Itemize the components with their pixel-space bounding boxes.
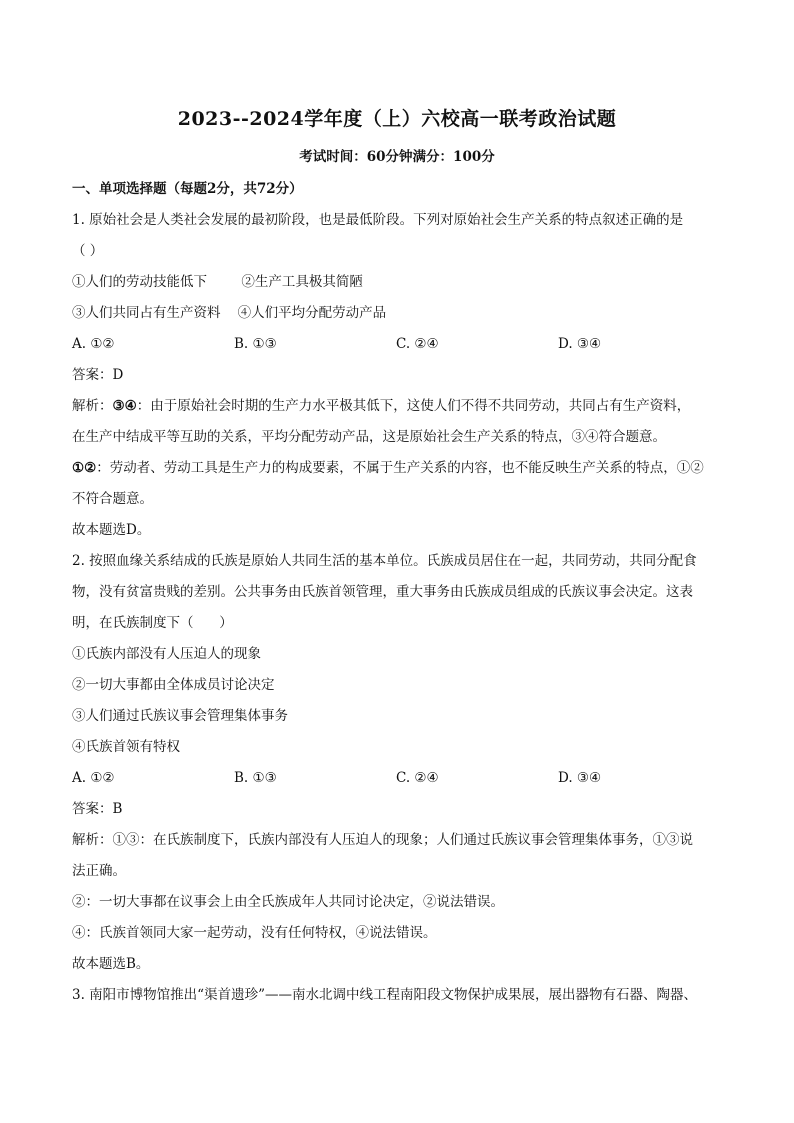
q1-option-c: C. ②④	[396, 336, 439, 352]
q1-items-row2: ③人们共同占有生产资料 ④人们平均分配劳动产品	[72, 305, 387, 321]
q1-answer: 答案：D	[72, 367, 124, 383]
q1-analysis-bold1: ③④	[112, 398, 137, 414]
q2-options	[72, 763, 732, 794]
q2-item1: ①氏族内部没有人压迫人的现象	[72, 646, 261, 662]
q1-option-b: B. ①③	[234, 336, 277, 352]
q2-option-c: C. ②④	[396, 770, 439, 786]
q2-analysis-line3: ②：一切大事都在议事会上由全氏族成年人共同讨论决定，②说法错误。	[72, 894, 504, 910]
q2-option-d: D. ③④	[558, 770, 602, 786]
q2-item4: ④氏族首领有特权	[72, 739, 180, 755]
q1-analysis-lead: 解析：	[72, 398, 113, 414]
exam-title: 2023--2024学年度（上）六校高一联考政治试题	[177, 108, 617, 130]
q2-stem-line1: 2. 按照血缘关系结成的氏族是原始人共同生活的基本单位。氏族成员居住在一起，共同劳动，共同分配食	[72, 553, 697, 569]
q1-option-a: A. ①②	[72, 336, 115, 352]
q2-analysis-line2: 法正确。	[72, 863, 126, 879]
q1-items-row1: ①人们的劳动技能低下 ②生产工具极其简陋	[72, 274, 363, 290]
q2-analysis-line1: 解析：①③：在氏族制度下，氏族内部没有人压迫人的现象；人们通过氏族议事会管理集体事务，①③说	[72, 832, 693, 848]
q1-analysis-line2: 在生产中结成平等互助的关系，平均分配劳动产品，这是原始社会生产关系的特点，③④符合题意。	[72, 429, 666, 445]
q2-stem-line3: 明，在氏族制度下（ ）	[72, 615, 233, 631]
q2-answer: 答案：B	[72, 801, 123, 817]
q1-analysis-line4: 不符合题意。	[72, 491, 153, 507]
q2-option-a: A. ①②	[72, 770, 115, 786]
q2-item2: ②一切大事都由全体成员讨论决定	[72, 677, 275, 693]
q1-conclusion: 故本题选D。	[72, 522, 151, 538]
exam-subtitle: 考试时间：60分钟满分：100分	[299, 149, 495, 165]
q2-item3: ③人们通过氏族议事会管理集体事务	[72, 708, 288, 724]
q1-option-d: D. ③④	[558, 336, 602, 352]
q2-option-b: B. ①③	[234, 770, 277, 786]
q1-paren: （ ）	[72, 243, 104, 259]
q1-analysis-rest3: ：劳动者、劳动工具是生产力的构成要素，不属于生产关系的内容，也不能反映生产关系的特点，①②	[96, 460, 704, 476]
q1-analysis-line1	[72, 391, 732, 422]
document-body	[72, 174, 732, 1011]
q1-options	[72, 329, 732, 360]
q2-conclusion: 故本题选B。	[72, 956, 150, 972]
q2-analysis-line4: ④：氏族首领同大家一起劳动，没有任何特权，④说法错误。	[72, 925, 437, 941]
q1-analysis-bold3: ①②	[72, 460, 97, 476]
q1-analysis-rest1: ：由于原始社会时期的生产力水平极其低下，这使人们不得不共同劳动，共同占有生产资料，	[136, 398, 691, 414]
q2-stem-line2: 物，没有贫富贵贱的差别。公共事务由氏族首领管理，重大事务由氏族成员组成的氏族议事会决定。这表	[72, 584, 693, 600]
q3-stem-line1: 3. 南阳市博物馆推出“渠首遗珍”——南水北调中线工程南阳段文物保护成果展，展出器物有石器、陶器、	[72, 987, 697, 1003]
q1-analysis-line3	[72, 453, 732, 484]
q1-stem: 1. 原始社会是人类社会发展的最初阶段，也是最低阶段。下列对原始社会生产关系的特点叙述正确的是	[72, 212, 684, 228]
section-heading: 一、单项选择题（每题2分，共72分）	[72, 181, 303, 197]
